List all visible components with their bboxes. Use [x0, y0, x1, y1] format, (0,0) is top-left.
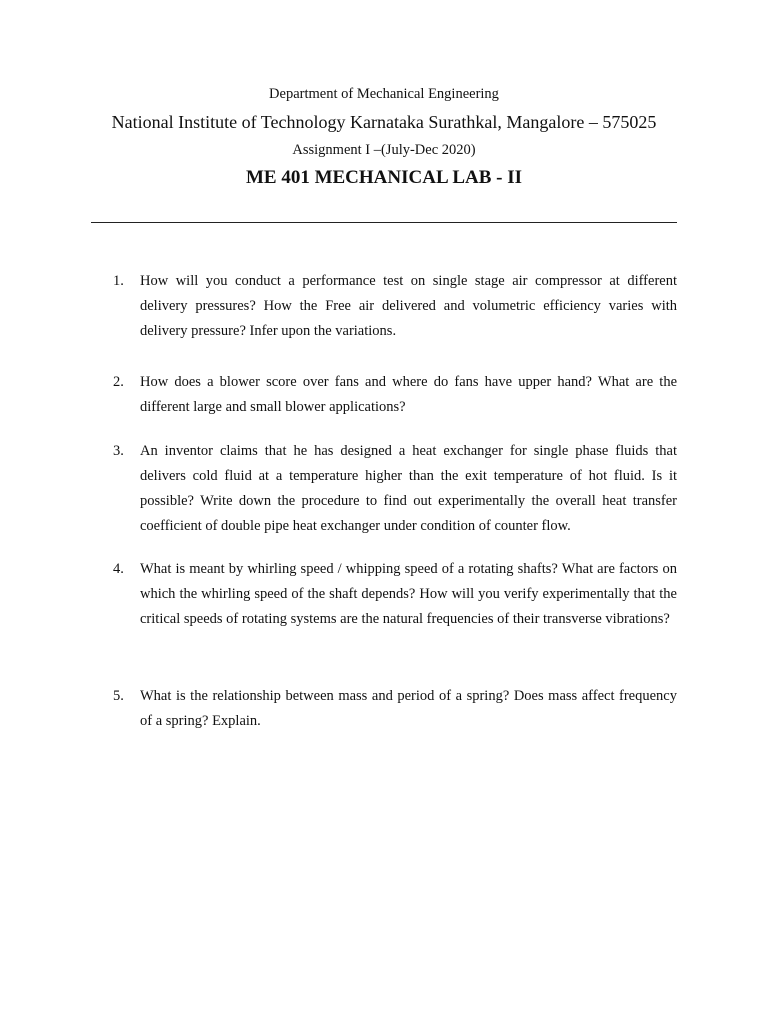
institute-name: National Institute of Technology Karnataka Surathkal, Mangalore – 575025 [111, 112, 657, 132]
question-item [113, 439, 677, 539]
assignment-title: Assignment I –(July-Dec 2020) [292, 142, 476, 158]
department-name: Department of Mechanical Engineering [269, 86, 499, 102]
question-item [113, 269, 677, 344]
question-item [113, 370, 677, 420]
question-number: 4. [113, 561, 124, 577]
question-item [113, 557, 677, 632]
question-number: 5. [113, 688, 124, 704]
question-number: 1. [113, 273, 124, 289]
header-divider [91, 222, 677, 223]
course-title: ME 401 MECHANICAL LAB - II [245, 167, 523, 188]
question-text: An inventor claims that he has designed a heat exchanger for single phase fluids that delivers cold fluid at a temperature higher than the exit temperature of hot fluid. Is it possible? Write down the procedure to find out experimentally the overall heat transfer coefficient of double pipe heat exchanger under condition of counter flow. [140, 443, 677, 534]
question-number: 2. [113, 374, 124, 390]
question-text: What is meant by whirling speed / whipping speed of a rotating shafts? What are factors on which the whirling speed of the shaft depends? How will you verify experimentally that the critical speeds of rotating systems are the natural frequencies of their transverse vibrations? [140, 561, 677, 627]
question-text: What is the relationship between mass and period of a spring? Does mass affect frequency of a spring? Explain. [140, 688, 677, 729]
question-number: 3. [113, 443, 124, 459]
question-text: How will you conduct a performance test on single stage air compressor at different delivery pressures? How the Free air delivered and volumetric efficiency varies with delivery pressure? Infer upon the variations. [140, 273, 677, 339]
question-item [113, 684, 677, 734]
question-text: How does a blower score over fans and where do fans have upper hand? What are the different large and small blower applications? [140, 374, 677, 415]
